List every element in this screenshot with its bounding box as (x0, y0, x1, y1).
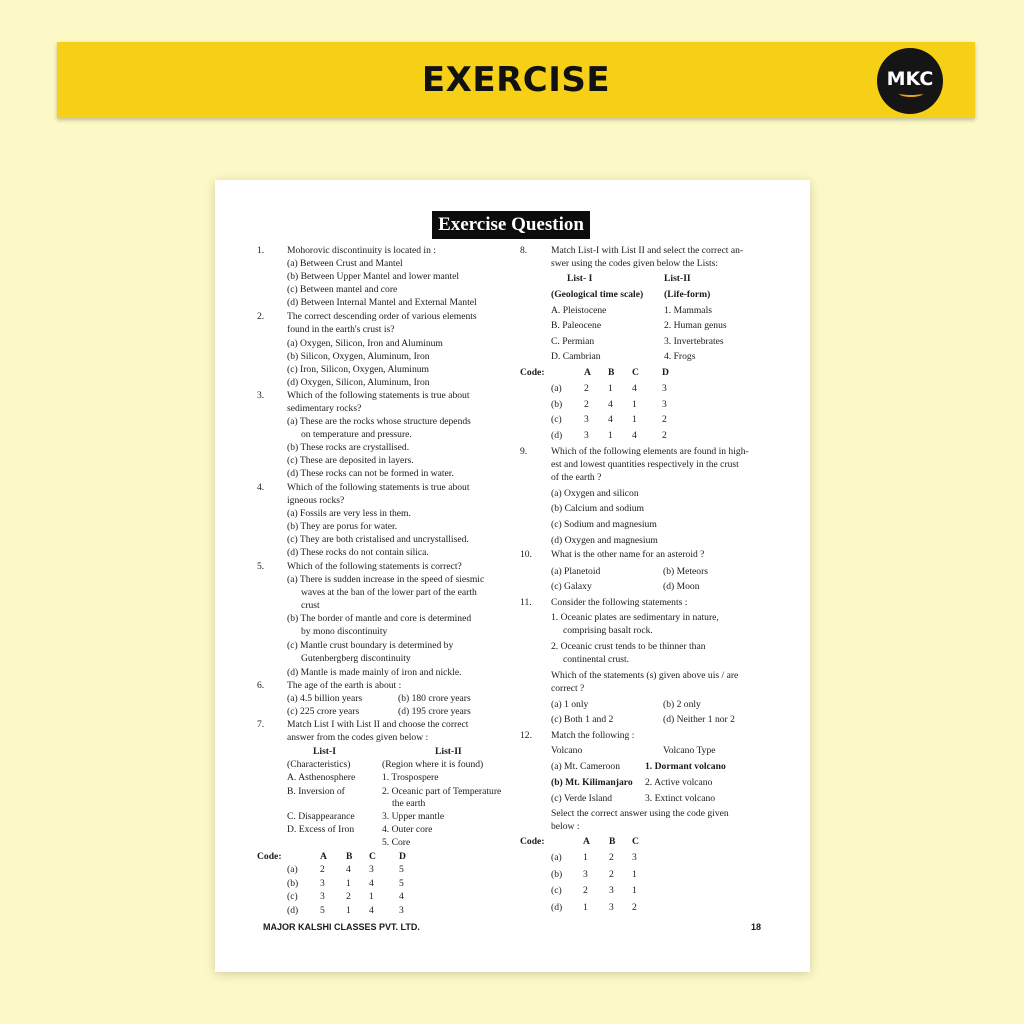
right-text-line-10: 2. Human genus (664, 320, 727, 331)
q8-code-value: 3 (662, 398, 667, 410)
q12-code-value: 3 (632, 852, 637, 863)
right-text-line-19: (a) Oxygen and silicon (551, 488, 639, 499)
left-text-line-46: answer from the codes given below : (287, 732, 429, 743)
q8-code-value: 4 (632, 383, 637, 394)
q8-code-value: 2 (662, 429, 667, 441)
q12-code-value: 2 (609, 868, 614, 880)
right-text-line-38: (b) 2 only (663, 699, 701, 710)
left-text-line-4: (c) Between mantel and core (287, 284, 398, 295)
q12-code-value: 1 (583, 852, 588, 863)
logo-swoosh-icon (899, 90, 923, 97)
left-text-line-21: 4. (257, 482, 265, 493)
q7-code-value: 1 (346, 904, 351, 916)
left-text-line-9: (a) Oxygen, Silicon, Iron and Aluminum (287, 338, 443, 349)
left-text-line-41: (b) 180 crore years (398, 693, 471, 704)
header-banner (57, 42, 975, 118)
section-title: Exercise Question (432, 211, 590, 239)
banner-title: EXERCISE (421, 60, 611, 100)
q7-code-value: 5 (399, 877, 404, 889)
right-text-line-2: swer using the codes given below the Lists: (551, 258, 719, 269)
q7-code-header: C (369, 851, 376, 862)
right-text-line-26: (b) Meteors (663, 566, 709, 577)
left-text-line-17: on temperature and pressure. (301, 429, 412, 440)
right-text-line-27: (c) Galaxy (551, 581, 592, 592)
q8-code-value: 3 (584, 429, 589, 441)
right-text-line-28: (d) Moon (663, 581, 700, 592)
right-text-line-5: (Geological time scale) (551, 289, 644, 300)
q7-code-value: 1 (369, 891, 374, 902)
left-text-line-45: Match List I with List II and choose the correct (287, 719, 469, 730)
right-text-line-34: continental crust. (563, 654, 630, 665)
q8-code-option: (a) (551, 383, 562, 394)
q8-code-value: 2 (584, 398, 589, 410)
right-text-line-8: 1. Mammals (664, 305, 712, 316)
q7-code-value: 1 (346, 877, 351, 889)
right-text-line-18: of the earth ? (551, 472, 602, 483)
left-text-line-18: (b) These rocks are crystallised. (287, 442, 410, 453)
right-text-line-20: (b) Calcium and sodium (551, 503, 644, 514)
q8-code-value: 4 (608, 398, 613, 410)
left-text-line-5: (d) Between Internal Mantel and External Mantel (287, 297, 477, 308)
q7-code-header: B (346, 851, 353, 862)
q12-code-option: (d) (551, 901, 563, 913)
right-text-line-23: 10. (520, 549, 532, 560)
q7-code-label: Code: (257, 851, 282, 862)
q8-code-header: C (632, 367, 639, 378)
q12-code-header: A (583, 836, 590, 847)
right-text-line-15: 9. (520, 446, 528, 457)
q12-code-value: 3 (609, 885, 614, 896)
right-text-line-6: (Life-form) (664, 289, 711, 300)
right-text-line-51: Select the correct answer using the code given (551, 808, 729, 819)
left-text-line-37: (d) Mantle is made mainly of iron and nickle. (287, 667, 462, 678)
right-text-line-14: 4. Frogs (664, 351, 696, 362)
q8-code-value: 3 (584, 414, 589, 425)
left-text-line-22: Which of the following statements is true about (287, 482, 470, 493)
right-text-line-16: Which of the following elements are found in high- (551, 446, 749, 457)
left-text-line-53: B. Inversion of (287, 786, 345, 797)
left-text-line-36: Gutenbergberg discontinuity (301, 653, 411, 664)
right-text-line-37: (a) 1 only (551, 699, 589, 710)
q8-code-header: D (662, 367, 669, 378)
left-text-line-34: by mono discontinuity (301, 626, 388, 637)
left-text-line-50: (Region where it is found) (382, 759, 484, 770)
right-text-line-52: below : (551, 821, 580, 832)
page-number: 18 (751, 922, 762, 932)
left-text-line-35: (c) Mantle crust boundary is determined by (287, 640, 454, 651)
q7-code-value: 4 (369, 904, 374, 916)
q8-code-value: 2 (584, 383, 589, 394)
right-text-line-21: (c) Sodium and magnesium (551, 519, 657, 530)
logo-text: MKC (886, 68, 934, 90)
left-text-line-30: (a) There is sudden increase in the speed of siesmic (287, 574, 485, 585)
q8-code-value: 1 (632, 398, 637, 410)
left-text-line-44: 7. (257, 719, 265, 730)
left-text-line-43: (d) 195 crore years (398, 706, 471, 717)
mkc-logo (877, 48, 943, 114)
q7-code-option: (d) (287, 904, 299, 916)
right-text-line-50: 3. Extinct volcano (645, 793, 716, 804)
right-text-line-7: A. Pleistocene (551, 305, 607, 316)
right-text-line-35: Which of the statements (s) given above uis / are (551, 670, 739, 681)
right-text-line-29: 11. (520, 597, 532, 608)
left-text-line-23: igneous rocks? (287, 495, 345, 506)
right-text-line-49: (c) Verde Island (551, 793, 613, 804)
q12-code-value: 1 (583, 901, 588, 913)
q12-code-value: 2 (583, 885, 588, 896)
left-text-line-24: (a) Fossils are very less in them. (287, 508, 411, 519)
right-text-line-44: Volcano Type (663, 745, 716, 756)
q7-code-value: 4 (399, 891, 404, 902)
right-text-line-9: B. Paleocene (551, 320, 602, 331)
right-text-line-13: D. Cambrian (551, 351, 601, 362)
left-text-line-32: crust (301, 600, 320, 611)
left-text-line-51: A. Asthenosphere (287, 772, 356, 783)
q7-code-header: D (399, 851, 406, 862)
left-text-line-39: The age of the earth is about : (287, 680, 402, 691)
q12-code-value: 2 (632, 901, 637, 913)
q7-code-value: 3 (320, 891, 325, 902)
right-text-line-43: Volcano (551, 745, 583, 756)
left-text-line-29: Which of the following statements is correct? (287, 561, 462, 572)
left-text-line-3: (b) Between Upper Mantel and lower mantel (287, 271, 460, 282)
q12-code-value: 3 (583, 868, 588, 880)
right-text-line-12: 3. Invertebrates (664, 336, 724, 347)
q7-code-value: 4 (346, 864, 351, 875)
left-text-line-19: (c) These are deposited in layers. (287, 455, 414, 466)
left-text-line-48: List-II (435, 746, 462, 757)
left-text-line-15: sedimentary rocks? (287, 403, 362, 414)
right-text-line-32: comprising basalt rock. (563, 625, 653, 636)
right-text-line-1: Match List-I with List II and select the correct an- (551, 245, 744, 256)
q8-code-option: (c) (551, 414, 562, 425)
q8-code-value: 2 (662, 414, 667, 425)
right-text-line-36: correct ? (551, 683, 585, 694)
left-text-line-25: (b) They are porus for water. (287, 521, 398, 532)
left-text-line-33: (b) The border of mantle and core is determined (287, 613, 472, 624)
left-text-line-42: (c) 225 crore years (287, 706, 360, 717)
left-text-line-12: (d) Oxygen, Silicon, Aluminum, Iron (287, 377, 430, 388)
q12-code-option: (c) (551, 885, 562, 896)
left-text-line-52: 1. Trospospere (382, 772, 439, 783)
q7-code-value: 4 (369, 877, 374, 889)
q8-code-header: A (584, 367, 591, 378)
right-text-line-3: List- I (567, 273, 593, 284)
q7-code-value: 3 (320, 877, 325, 889)
left-text-line-54: 2. Oceanic part of Temperature (382, 786, 502, 797)
q12-code-option: (a) (551, 852, 562, 863)
q8-code-value: 1 (608, 429, 613, 441)
left-text-line-59: 4. Outer core (382, 824, 433, 835)
q7-code-value: 5 (399, 864, 404, 875)
q8-code-option: (d) (551, 429, 563, 441)
left-text-line-60: 5. Core (382, 837, 411, 848)
q12-code-header: B (609, 836, 616, 847)
q7-code-value: 3 (399, 904, 404, 916)
left-text-line-8: found in the earth's crust is? (287, 324, 395, 335)
left-text-line-58: D. Excess of Iron (287, 824, 355, 835)
q7-code-value: 2 (346, 891, 351, 902)
left-text-line-1: Mohorovic discontinuity is located in : (287, 245, 436, 256)
right-text-line-42: Match the following : (551, 730, 635, 741)
left-text-line-11: (c) Iron, Silicon, Oxygen, Aluminum (287, 364, 430, 375)
q7-code-option: (a) (287, 864, 298, 875)
q7-code-value: 5 (320, 904, 325, 916)
left-text-line-14: Which of the following statements is true about (287, 390, 470, 401)
left-text-line-40: (a) 4.5 billion years (287, 693, 363, 704)
q12-code-value: 1 (632, 885, 637, 896)
q8-code-value: 4 (608, 414, 613, 425)
right-text-line-33: 2. Oceanic crust tends to be thinner than (551, 641, 706, 652)
right-text-line-0: 8. (520, 245, 528, 256)
q12-code-label: Code: (520, 836, 545, 847)
right-text-line-24: What is the other name for an asteroid ? (551, 549, 705, 560)
q7-code-option: (c) (287, 891, 298, 902)
right-text-line-31: 1. Oceanic plates are sedimentary in nature, (551, 612, 719, 623)
left-text-line-57: 3. Upper mantle (382, 811, 445, 822)
q8-code-value: 3 (662, 383, 667, 394)
left-text-line-38: 6. (257, 680, 265, 691)
left-text-line-28: 5. (257, 561, 265, 572)
right-text-line-45: (a) Mt. Cameroon (551, 761, 621, 772)
q8-code-value: 1 (608, 383, 613, 394)
q12-code-value: 2 (609, 852, 614, 863)
left-text-line-47: List-I (313, 746, 336, 757)
footer-publisher: MAJOR KALSHI CLASSES PVT. LTD. (263, 922, 420, 932)
right-text-line-17: est and lowest quantities respectively in the crust (551, 459, 739, 470)
right-text-line-30: Consider the following statements : (551, 597, 688, 608)
q12-code-value: 1 (632, 868, 637, 880)
right-text-line-47: (b) Mt. Kilimanjaro (551, 777, 633, 788)
left-text-line-0: 1. (257, 245, 265, 256)
q7-code-header: A (320, 851, 327, 862)
left-text-line-55: the earth (392, 798, 426, 809)
left-text-line-27: (d) These rocks do not contain silica. (287, 547, 429, 558)
q8-code-header: B (608, 367, 615, 378)
left-text-line-56: C. Disappearance (287, 811, 355, 822)
q7-code-option: (b) (287, 877, 299, 889)
q12-code-header: C (632, 836, 639, 847)
q12-code-option: (b) (551, 868, 563, 880)
left-text-line-16: (a) These are the rocks whose structure depends (287, 416, 471, 427)
q8-code-label: Code: (520, 367, 545, 378)
left-text-line-7: The correct descending order of various elements (287, 311, 477, 322)
left-text-line-6: 2. (257, 311, 265, 322)
left-text-line-13: 3. (257, 390, 265, 401)
left-text-line-26: (c) They are both cristalised and uncrystallised. (287, 534, 469, 545)
right-text-line-39: (c) Both 1 and 2 (551, 714, 614, 725)
left-text-line-20: (d) These rocks can not be formed in water. (287, 468, 454, 479)
right-text-line-40: (d) Neither 1 nor 2 (663, 714, 735, 725)
q8-code-option: (b) (551, 398, 563, 410)
left-text-line-10: (b) Silicon, Oxygen, Aluminum, Iron (287, 351, 430, 362)
left-text-line-2: (a) Between Crust and Mantel (287, 258, 403, 269)
right-text-line-48: 2. Active volcano (645, 777, 713, 788)
right-text-line-41: 12. (520, 730, 532, 741)
q8-code-value: 1 (632, 414, 637, 425)
right-text-line-46: 1. Dormant volcano (645, 761, 726, 772)
q7-code-value: 2 (320, 864, 325, 875)
right-text-line-25: (a) Planetoid (551, 566, 601, 577)
q7-code-value: 3 (369, 864, 374, 875)
left-text-line-31: waves at the ban of the lower part of the earth (301, 587, 477, 598)
right-text-line-22: (d) Oxygen and magnesium (551, 535, 658, 546)
right-text-line-11: C. Permian (551, 336, 595, 347)
left-text-line-49: (Characteristics) (287, 759, 351, 770)
q12-code-value: 3 (609, 901, 614, 913)
q8-code-value: 4 (632, 429, 637, 441)
right-text-line-4: List-II (664, 273, 691, 284)
